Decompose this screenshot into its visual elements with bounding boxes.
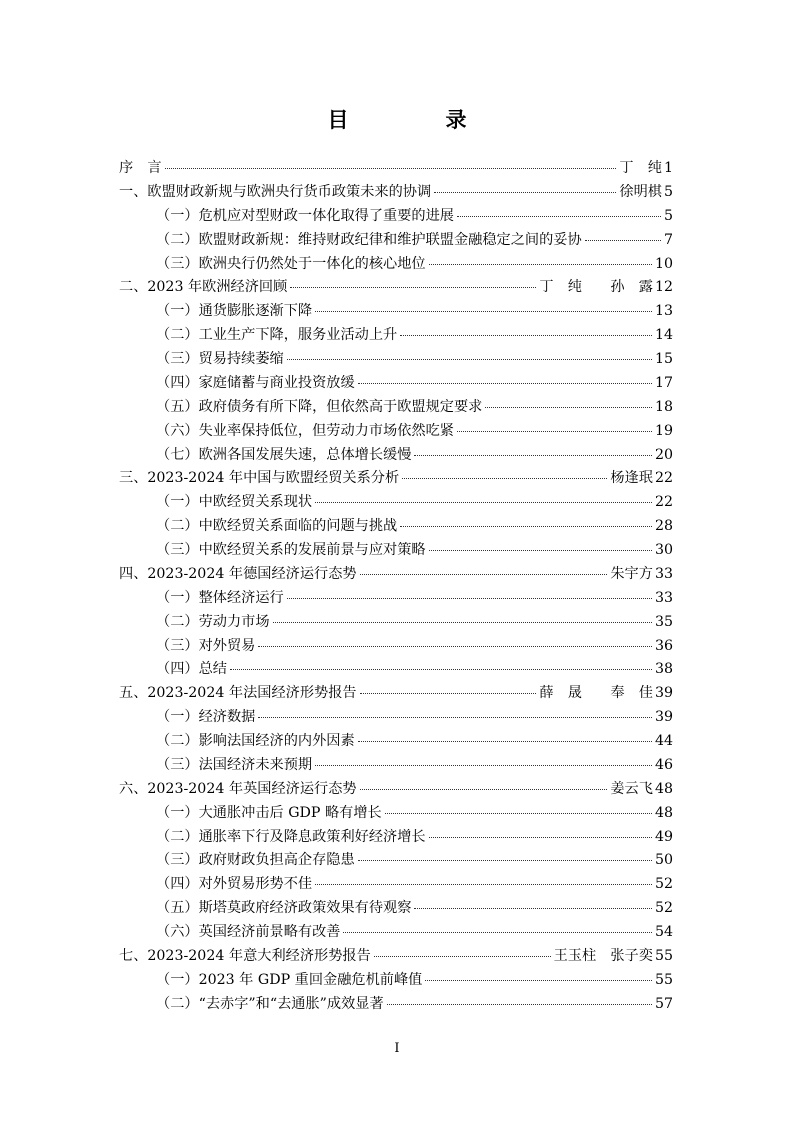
toc-entry-label: （三）对外贸易 — [156, 637, 256, 654]
dot-leader — [374, 956, 551, 957]
dot-leader — [360, 574, 608, 575]
toc-entry-page: 57 — [654, 995, 673, 1012]
toc-entry[interactable] — [119, 849, 673, 873]
dot-leader — [258, 717, 652, 718]
toc-entry-author: 薛 晟 奉 佳 — [539, 685, 653, 702]
toc-entry-page: 13 — [654, 303, 673, 320]
toc-entry[interactable] — [119, 372, 673, 396]
toc-entry-page: 44 — [654, 733, 673, 749]
toc-entry-author: 丁 纯 — [619, 160, 662, 176]
toc-entry-label: 五、2023-2024 年法国经济形势报告 — [119, 685, 357, 702]
toc-entry-label: （二）工业生产下降，服务业活动上升 — [156, 327, 398, 344]
dot-leader — [485, 407, 652, 408]
toc-entry-page: 28 — [654, 518, 673, 535]
dot-leader — [360, 693, 537, 694]
toc-entry-label: （三）中欧经贸关系的发展前景与应对策略 — [156, 542, 426, 558]
dot-leader — [385, 813, 652, 814]
toc-entry[interactable] — [119, 467, 673, 491]
toc-entry-label: （一）2023 年 GDP 重回金融危机前峰值 — [156, 971, 423, 988]
toc-entry[interactable] — [119, 396, 673, 420]
dot-leader — [400, 335, 652, 336]
toc-entry[interactable] — [119, 921, 673, 945]
page-title: 目 录 — [327, 107, 505, 132]
toc-entry[interactable] — [119, 635, 673, 659]
table-of-contents — [119, 157, 673, 1017]
dot-leader — [358, 860, 652, 861]
toc-entry-page: 38 — [654, 661, 673, 678]
toc-entry[interactable] — [119, 730, 673, 754]
toc-entry-label: （四）对外贸易形势不佳 — [156, 876, 313, 893]
dot-leader — [414, 455, 652, 456]
toc-entry-label: （一）中欧经贸关系现状 — [156, 494, 313, 511]
dot-leader — [165, 168, 617, 169]
dot-leader — [429, 264, 652, 265]
toc-entry[interactable] — [119, 969, 673, 993]
dot-leader — [343, 932, 651, 933]
toc-entry[interactable] — [119, 181, 673, 205]
toc-entry-label: （六）英国经济前景略有改善 — [156, 924, 341, 940]
toc-entry-label: （四）家庭储蓄与商业投资放缓 — [156, 374, 355, 391]
dot-leader — [425, 980, 652, 981]
toc-entry-label: （三）政府财政负担高企存隐患 — [156, 852, 355, 869]
toc-entry-author: 姜云飞 — [610, 780, 653, 797]
toc-entry-page: 12 — [654, 279, 673, 296]
toc-entry-label: （二）劳动力市场 — [156, 613, 270, 630]
toc-entry-label: （四）总结 — [156, 661, 227, 678]
toc-entry-author: 朱宇方 — [610, 565, 653, 582]
dot-leader — [315, 765, 652, 766]
toc-entry[interactable] — [119, 205, 673, 229]
dot-leader — [360, 789, 608, 790]
toc-entry[interactable] — [119, 491, 673, 515]
toc-entry-label: （二）影响法国经济的内外因素 — [156, 733, 355, 749]
dot-leader — [387, 1004, 652, 1005]
toc-entry-page: 52 — [654, 876, 673, 893]
toc-entry-page: 10 — [654, 255, 673, 272]
toc-entry-page: 17 — [654, 374, 673, 391]
dot-leader — [315, 884, 652, 885]
toc-entry-label: （六）失业率保持低位，但劳动力市场依然吃紧 — [156, 422, 454, 439]
dot-leader — [457, 431, 652, 432]
toc-entry[interactable] — [119, 778, 673, 802]
dot-leader — [358, 741, 652, 742]
toc-entry-label: （七）欧洲各国发展失速，总体增长缓慢 — [156, 446, 412, 463]
toc-entry[interactable] — [119, 348, 673, 372]
dot-leader — [402, 478, 607, 479]
toc-entry-page: 36 — [654, 637, 673, 654]
toc-entry-label: （三）欧洲央行仍然处于一体化的核心地位 — [156, 255, 426, 272]
toc-entry-page: 5 — [663, 207, 673, 224]
toc-entry-page: 55 — [654, 947, 673, 964]
toc-entry-page: 30 — [654, 542, 673, 558]
dot-leader — [400, 526, 652, 527]
toc-entry-author: 杨逢珉 — [610, 470, 653, 487]
toc-entry-label: 序 言 — [119, 160, 162, 176]
toc-entry-label: （二）中欧经贸关系面临的问题与挑战 — [156, 518, 398, 535]
toc-entry[interactable] — [119, 587, 673, 611]
toc-entry-page: 55 — [654, 971, 673, 988]
toc-entry-label: 六、2023-2024 年英国经济运行态势 — [119, 780, 357, 797]
dot-leader — [585, 240, 661, 241]
toc-entry-label: 四、2023-2024 年德国经济运行态势 — [119, 565, 357, 582]
toc-entry-page: 22 — [654, 494, 673, 511]
toc-entry[interactable] — [119, 324, 673, 348]
toc-entry-label: （一）危机应对型财政一体化取得了重要的进展 — [156, 207, 454, 224]
dot-leader — [258, 646, 652, 647]
toc-entry-label: （三）贸易持续萎缩 — [156, 351, 284, 367]
toc-entry-label: （五）政府债务有所下降，但依然高于欧盟规定要求 — [156, 398, 483, 415]
toc-entry-page: 39 — [654, 685, 673, 702]
toc-entry[interactable] — [119, 706, 673, 730]
toc-entry[interactable] — [119, 563, 673, 587]
toc-entry[interactable] — [119, 658, 673, 682]
toc-entry-page: 50 — [654, 852, 673, 869]
toc-entry-label: （三）法国经济未来预期 — [156, 756, 313, 773]
dot-leader — [414, 908, 652, 909]
toc-entry-page: 52 — [654, 900, 673, 917]
toc-entry[interactable] — [119, 802, 673, 826]
dot-leader — [290, 287, 536, 288]
toc-entry-page: 1 — [663, 160, 673, 176]
toc-entry-page: 7 — [663, 231, 673, 248]
toc-entry-page: 33 — [654, 589, 673, 606]
toc-entry[interactable] — [119, 611, 673, 635]
toc-entry-author: 王玉柱 张子奕 — [553, 947, 653, 964]
toc-entry[interactable] — [119, 945, 673, 969]
toc-entry-page: 19 — [654, 422, 673, 439]
dot-leader — [287, 359, 652, 360]
toc-entry-page: 39 — [654, 709, 673, 726]
dot-leader — [230, 669, 652, 670]
toc-entry-page: 48 — [654, 780, 673, 797]
toc-entry[interactable] — [119, 682, 673, 706]
toc-entry-label: （一）整体经济运行 — [156, 589, 284, 606]
toc-entry[interactable] — [119, 873, 673, 897]
toc-entry[interactable] — [119, 157, 673, 181]
toc-entry-label: 二、2023 年欧洲经济回顾 — [119, 279, 288, 296]
toc-entry-label: 三、2023-2024 年中国与欧盟经贸关系分析 — [119, 470, 400, 487]
toc-entry[interactable] — [119, 897, 673, 921]
toc-entry[interactable] — [119, 253, 673, 277]
toc-entry[interactable] — [119, 993, 673, 1017]
toc-entry-author: 丁 纯 孙 露 — [539, 279, 653, 296]
dot-leader — [273, 622, 652, 623]
toc-entry-label: （二）欧盟财政新规：维持财政纪律和维护联盟金融稳定之间的妥协 — [156, 231, 582, 248]
toc-entry-label: 一、欧盟财政新规与欧洲央行货币政策未来的协调 — [119, 183, 432, 200]
page-number: I — [394, 1041, 400, 1056]
toc-entry[interactable] — [119, 229, 673, 253]
toc-entry-label: （一）通货膨胀逐渐下降 — [156, 303, 313, 320]
toc-entry-label: （二）“去赤字”和“去通胀”成效显著 — [156, 995, 384, 1012]
toc-entry[interactable] — [119, 539, 673, 563]
toc-entry-label: 七、2023-2024 年意大利经济形势报告 — [119, 947, 371, 964]
toc-entry-page: 46 — [654, 756, 673, 773]
dot-leader — [429, 837, 652, 838]
toc-entry-page: 18 — [654, 398, 673, 415]
toc-entry-label: （一）经济数据 — [156, 709, 256, 726]
dot-leader — [315, 311, 652, 312]
toc-entry-page: 15 — [654, 351, 673, 367]
dot-leader — [358, 383, 652, 384]
toc-entry-page: 54 — [654, 924, 673, 940]
toc-entry-page: 5 — [663, 183, 673, 200]
dot-leader — [287, 598, 652, 599]
toc-entry[interactable] — [119, 754, 673, 778]
dot-leader — [429, 550, 652, 551]
toc-entry[interactable] — [119, 826, 673, 850]
toc-entry-page: 14 — [654, 327, 673, 344]
dot-leader — [315, 502, 652, 503]
toc-entry-label: （一）大通胀冲击后 GDP 略有增长 — [156, 804, 382, 821]
toc-entry-page: 48 — [654, 804, 673, 821]
toc-entry-page: 35 — [654, 613, 673, 630]
toc-entry[interactable] — [119, 276, 673, 300]
toc-entry[interactable] — [119, 515, 673, 539]
toc-entry[interactable] — [119, 444, 673, 468]
toc-entry-page: 20 — [654, 446, 673, 463]
toc-entry[interactable] — [119, 420, 673, 444]
toc-entry-label: （五）斯塔莫政府经济政策效果有待观察 — [156, 900, 412, 917]
toc-entry[interactable] — [119, 300, 673, 324]
toc-entry-label: （二）通胀率下行及降息政策利好经济增长 — [156, 828, 426, 845]
toc-entry-author: 徐明棋 — [619, 183, 662, 200]
dot-leader — [457, 216, 661, 217]
toc-entry-page: 22 — [654, 470, 673, 487]
dot-leader — [434, 192, 616, 193]
toc-entry-page: 49 — [654, 828, 673, 845]
toc-entry-page: 33 — [654, 565, 673, 582]
